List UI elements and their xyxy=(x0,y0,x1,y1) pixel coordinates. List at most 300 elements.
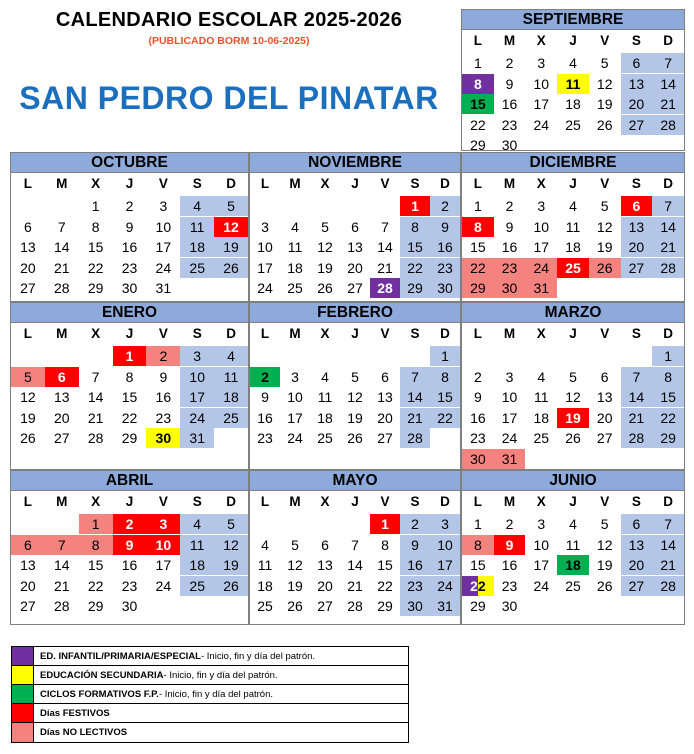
day-cell: 20 xyxy=(53,409,70,426)
day-cell: 26 xyxy=(347,430,363,447)
day-cell: 2 xyxy=(473,368,482,385)
day-cell: 13 xyxy=(621,217,653,237)
day-cell: 15 xyxy=(430,387,460,407)
day-cell: 19 xyxy=(20,409,36,426)
day-cell: 9 xyxy=(400,535,430,555)
legend-title: Días FESTIVOS xyxy=(40,707,110,719)
day-cell: 1 xyxy=(430,346,460,366)
day-cell: 15 xyxy=(121,389,138,406)
day-cell: 13 xyxy=(621,535,653,555)
day-cell: 15 xyxy=(470,239,486,256)
month-octubre xyxy=(10,152,249,302)
day-cell: 21 xyxy=(400,408,430,428)
weekday-header: M xyxy=(503,33,516,48)
weekday-header: X xyxy=(91,494,101,509)
day-cell: 19 xyxy=(596,239,613,256)
day-cell: 16 xyxy=(400,555,430,575)
day-cell: 23 xyxy=(400,576,430,596)
day-cell: 20 xyxy=(621,237,653,257)
day-cell: 10 xyxy=(287,389,303,406)
day-cell: 27 xyxy=(596,430,613,447)
day-cell: 4 xyxy=(261,536,269,553)
day-cell: 7 xyxy=(57,218,66,235)
day-cell: 4 xyxy=(291,218,299,235)
day-cell: 15 xyxy=(87,557,104,574)
day-cell: 19 xyxy=(596,557,613,574)
publication-note: (PUBLICADO BORM 10-06-2025) xyxy=(148,35,310,47)
day-cell: 4 xyxy=(569,516,577,532)
month-name: FEBRERO xyxy=(250,303,460,323)
legend-title: EDUCACIÓN SECUNDARIA xyxy=(40,669,164,681)
day-cell: 8 xyxy=(381,536,389,553)
day-cell: 24 xyxy=(525,258,557,278)
weekday-header: S xyxy=(410,176,420,191)
day-cell: 8 xyxy=(652,367,684,387)
day-cell: 17 xyxy=(155,557,172,574)
day-cell: 15 xyxy=(377,557,393,574)
weekday-header: J xyxy=(351,494,359,509)
day-cell: 22 xyxy=(462,258,494,278)
day-cell: 8 xyxy=(125,368,134,385)
day-cell: 3 xyxy=(180,346,214,366)
weekday-header: M xyxy=(503,176,516,191)
weekday-header: J xyxy=(569,494,577,509)
day-cell: 26 xyxy=(596,577,613,594)
weekday-header: X xyxy=(536,326,546,341)
day-cell: 19 xyxy=(214,237,248,257)
day-cell: 14 xyxy=(652,217,684,237)
day-cell: 7 xyxy=(45,535,79,555)
day-cell: 20 xyxy=(621,555,653,575)
weekday-header: D xyxy=(663,176,673,191)
day-cell: 28 xyxy=(370,278,400,298)
month-mayo xyxy=(249,470,461,625)
weekday-header: M xyxy=(56,494,68,509)
weekday-header: S xyxy=(631,176,641,191)
day-cell: 15 xyxy=(470,557,486,574)
day-cell: 25 xyxy=(533,430,550,447)
day-cell: 14 xyxy=(53,557,70,574)
day-cell: 7 xyxy=(652,53,684,73)
day-cell: 26 xyxy=(287,598,303,615)
day-cell: 22 xyxy=(470,116,486,133)
day-cell: 2 2 xyxy=(462,576,494,596)
day-cell: 12 xyxy=(317,239,333,256)
day-cell: 16 xyxy=(501,96,518,113)
day-cell: 18 xyxy=(180,555,214,575)
weekday-header: M xyxy=(289,494,301,509)
day-cell: 27 xyxy=(621,258,653,278)
day-cell: 15 xyxy=(462,94,494,114)
month-name: MAYO xyxy=(250,471,460,491)
day-cell: 1 xyxy=(79,514,113,534)
day-cell: 26 xyxy=(589,258,621,278)
day-cell: 18 xyxy=(565,239,581,256)
weekday-header: J xyxy=(125,176,134,191)
day-cell: 19 xyxy=(347,409,363,426)
day-cell: 5 xyxy=(214,514,248,534)
day-cell: 11 xyxy=(565,536,581,553)
day-cell: 6 xyxy=(621,514,653,534)
day-cell: 3 xyxy=(261,218,269,235)
town-name: SAN PEDRO DEL PINATAR xyxy=(19,80,439,116)
day-cell: 9 xyxy=(505,75,514,92)
day-cell: 5 xyxy=(214,196,248,216)
legend xyxy=(11,646,409,743)
legend-swatch-fp xyxy=(12,685,34,703)
day-cell: 24 xyxy=(533,116,550,133)
day-cell: 17 xyxy=(287,409,303,426)
day-cell: 19 xyxy=(596,96,613,113)
day-cell: 16 xyxy=(501,557,518,574)
day-cell: 16 xyxy=(470,409,486,426)
weekday-header: M xyxy=(503,326,516,341)
weekday-header: S xyxy=(631,494,641,509)
day-cell: 3 xyxy=(146,514,180,534)
day-cell: 31 xyxy=(525,278,557,298)
day-cell: 23 xyxy=(501,577,518,594)
day-cell: 17 xyxy=(533,239,550,256)
weekday-header: M xyxy=(289,176,301,191)
legend-row-infantil xyxy=(12,647,408,666)
day-cell: 28 xyxy=(53,598,70,615)
day-cell: 3 xyxy=(537,55,546,71)
day-cell: 13 xyxy=(317,557,333,574)
weekday-header: V xyxy=(600,326,610,341)
day-cell: 10 xyxy=(146,535,180,555)
day-cell: 8 xyxy=(400,217,430,237)
weekday-header: D xyxy=(226,326,236,341)
weekday-header: S xyxy=(192,176,202,191)
day-cell: 14 xyxy=(400,387,430,407)
day-cell: 4 xyxy=(180,196,214,216)
day-cell: 12 xyxy=(596,75,613,92)
day-cell: 18 xyxy=(557,555,589,575)
weekday-header: L xyxy=(23,494,33,509)
day-cell: 10 xyxy=(155,218,172,235)
weekday-header: D xyxy=(440,176,450,191)
day-cell: 7 xyxy=(351,536,359,553)
day-cell: 20 xyxy=(20,259,36,276)
day-cell: 29 xyxy=(377,598,393,615)
day-cell: 2 xyxy=(113,514,147,534)
month-febrero xyxy=(249,302,461,470)
weekday-header: V xyxy=(380,326,390,341)
day-cell: 23 xyxy=(501,116,518,133)
day-cell: 9 xyxy=(125,218,134,235)
day-cell: 29 xyxy=(462,278,494,298)
day-cell: 28 xyxy=(652,115,684,135)
day-cell: 15 xyxy=(652,387,684,407)
day-cell: 16 xyxy=(121,239,138,256)
day-cell: 13 xyxy=(53,389,70,406)
day-cell: 11 xyxy=(180,217,214,237)
day-cell: 2 xyxy=(430,196,460,216)
weekday-header: M xyxy=(56,176,68,191)
day-cell: 27 xyxy=(20,280,36,297)
day-cell: 30 xyxy=(462,449,494,469)
day-cell: 3 xyxy=(291,368,299,385)
day-cell: 27 xyxy=(20,598,36,615)
day-cell: 26 xyxy=(317,280,333,297)
day-cell: 28 xyxy=(53,280,70,297)
day-cell: 28 xyxy=(87,430,104,447)
day-cell: 29 xyxy=(470,598,486,615)
day-cell: 22 xyxy=(87,259,104,276)
day-cell: 25 xyxy=(287,280,303,297)
day-cell: 3 xyxy=(430,514,460,534)
day-cell: 15 xyxy=(400,237,430,257)
day-cell: 11 xyxy=(557,74,589,94)
day-cell: 9 xyxy=(261,389,269,406)
day-cell: 6 xyxy=(45,367,79,387)
month-enero xyxy=(10,302,249,470)
day-cell: 29 xyxy=(87,280,104,297)
weekday-header: J xyxy=(125,326,134,341)
day-cell: 10 xyxy=(533,536,550,553)
day-cell: 25 xyxy=(557,258,589,278)
weekday-header: M xyxy=(503,494,516,509)
legend-row-fp xyxy=(12,685,408,704)
day-cell: 13 xyxy=(377,389,393,406)
day-cell: 23 xyxy=(257,430,273,447)
weekday-header: L xyxy=(473,326,482,341)
day-cell: 28 xyxy=(652,576,684,596)
weekday-header: X xyxy=(91,326,101,341)
weekday-header: V xyxy=(600,176,610,191)
day-cell: 27 xyxy=(621,115,653,135)
weekday-header: X xyxy=(320,326,330,341)
day-cell: 11 xyxy=(257,557,273,574)
weekday-header: M xyxy=(289,326,301,341)
day-cell: 3 xyxy=(159,198,168,214)
legend-swatch-secundaria xyxy=(12,666,34,684)
day-cell: 30 xyxy=(400,596,430,616)
weekday-header: S xyxy=(192,494,202,509)
day-cell: 19 xyxy=(214,555,248,575)
weekday-header: D xyxy=(663,494,673,509)
weekday-header: L xyxy=(23,326,33,341)
day-cell: 23 xyxy=(470,430,486,447)
day-cell: 22 xyxy=(652,408,684,428)
day-cell: 2 xyxy=(505,198,514,214)
day-cell: 7 xyxy=(652,196,684,216)
weekday-header: M xyxy=(56,326,68,341)
legend-title: Días NO LECTIVOS xyxy=(40,727,128,738)
day-cell: 24 xyxy=(287,430,303,447)
month-name: ABRIL xyxy=(11,471,248,491)
month-name: NOVIEMBRE xyxy=(250,153,460,173)
day-cell: 28 xyxy=(652,258,684,278)
weekday-header: V xyxy=(158,494,168,509)
day-cell: 29 xyxy=(400,278,430,298)
day-cell: 12 xyxy=(214,535,248,555)
day-cell: 26 xyxy=(20,430,36,447)
month-name: MARZO xyxy=(462,303,684,323)
day-cell: 2 xyxy=(505,516,514,532)
day-cell: 29 xyxy=(87,598,104,615)
day-cell: 10 xyxy=(533,218,550,235)
day-cell: 29 xyxy=(652,428,684,448)
legend-swatch-no-lectivos xyxy=(12,723,34,742)
weekday-header: L xyxy=(260,176,270,191)
day-cell: 10 xyxy=(430,535,460,555)
day-cell: 7 xyxy=(381,218,389,235)
day-cell: 11 xyxy=(317,389,333,406)
day-cell: 23 xyxy=(155,409,172,426)
day-cell: 17 xyxy=(533,557,550,574)
day-cell: 21 xyxy=(53,577,70,594)
day-cell: 13 xyxy=(20,557,36,574)
day-cell: 28 xyxy=(400,428,430,448)
day-cell: 6 xyxy=(600,368,609,385)
day-cell: 8 xyxy=(462,74,494,94)
day-cell: 14 xyxy=(621,387,653,407)
weekday-header: L xyxy=(23,176,33,191)
month-name: ENERO xyxy=(11,303,248,323)
day-cell: 16 xyxy=(257,409,273,426)
day-cell: 2 xyxy=(505,55,514,71)
day-cell: 23 xyxy=(121,259,138,276)
legend-swatch-festivos xyxy=(12,704,34,722)
day-cell: 8 xyxy=(462,535,494,555)
day-cell: 9 xyxy=(159,368,168,385)
day-cell: 24 xyxy=(180,408,214,428)
weekday-header: L xyxy=(473,494,482,509)
day-cell: 26 xyxy=(214,576,248,596)
day-cell: 3 xyxy=(505,368,514,385)
weekday-header: J xyxy=(569,326,577,341)
legend-desc: - Inicio, fin y día del patrón. xyxy=(163,669,278,681)
day-cell: 25 xyxy=(180,576,214,596)
weekday-header: D xyxy=(663,33,673,48)
day-cell: 27 xyxy=(53,430,70,447)
day-cell: 18 xyxy=(317,409,333,426)
weekday-header: J xyxy=(125,494,134,509)
weekday-header: J xyxy=(351,326,359,341)
day-cell: 5 xyxy=(321,218,329,235)
weekday-header: J xyxy=(569,176,577,191)
day-cell: 24 xyxy=(533,577,550,594)
day-cell: 17 xyxy=(501,409,518,426)
day-cell: 31 xyxy=(155,280,172,297)
day-cell: 19 xyxy=(557,408,589,428)
day-cell: 20 xyxy=(377,409,393,426)
day-cell: 7 xyxy=(621,367,653,387)
day-cell: 30 xyxy=(121,280,138,297)
day-cell: 1 xyxy=(91,198,100,214)
weekday-header: L xyxy=(473,176,482,191)
day-cell: 7 xyxy=(91,368,100,385)
day-cell: 9 xyxy=(505,218,514,235)
weekday-header: X xyxy=(320,176,330,191)
day-cell: 11 xyxy=(214,367,248,387)
day-cell: 21 xyxy=(652,237,684,257)
day-cell: 5 xyxy=(11,367,45,387)
day-cell: 14 xyxy=(87,389,104,406)
day-cell: 13 xyxy=(20,239,36,256)
day-cell: 10 xyxy=(180,367,214,387)
day-cell: 24 xyxy=(155,577,172,594)
day-cell: 24 xyxy=(501,430,518,447)
day-cell: 4 xyxy=(180,514,214,534)
day-cell: 20 xyxy=(596,409,613,426)
day-cell: 6 xyxy=(381,368,389,385)
day-cell: 1 xyxy=(652,346,684,366)
legend-desc: - Inicio, fin y día del patrón. xyxy=(158,688,273,700)
day-cell: 18 xyxy=(565,96,581,113)
day-cell: 17 xyxy=(257,259,273,276)
weekday-header: V xyxy=(380,494,390,509)
day-cell: 20 xyxy=(317,577,333,594)
day-cell: 30 xyxy=(430,278,460,298)
day-cell: 25 xyxy=(257,598,273,615)
day-cell: 30 xyxy=(146,428,180,448)
weekday-header: D xyxy=(226,176,236,191)
day-cell: 17 xyxy=(430,555,460,575)
day-cell: 2 xyxy=(400,514,430,534)
day-cell: 6 xyxy=(621,196,653,216)
day-cell: 29 xyxy=(121,430,138,447)
month-diciembre xyxy=(461,152,685,302)
weekday-header: X xyxy=(536,494,546,509)
day-cell: 4 xyxy=(321,368,329,385)
weekday-header: S xyxy=(410,494,420,509)
weekday-header: S xyxy=(631,326,641,341)
weekday-header: D xyxy=(226,494,236,509)
day-cell: 21 xyxy=(377,259,393,276)
day-cell: 29 xyxy=(470,137,486,151)
weekday-header: L xyxy=(473,33,482,48)
day-cell: 27 xyxy=(377,430,393,447)
day-cell: 6 xyxy=(24,218,32,235)
day-cell: 21 xyxy=(621,408,653,428)
month-septiembre xyxy=(461,9,685,151)
day-cell: 19 xyxy=(317,259,333,276)
day-cell: 1 xyxy=(113,346,147,366)
day-cell: 12 xyxy=(287,557,303,574)
day-cell: 30 xyxy=(121,598,138,615)
calendar-title: CALENDARIO ESCOLAR 2025-2026 xyxy=(55,9,403,31)
day-cell: 20 xyxy=(20,577,36,594)
day-cell: 2 xyxy=(250,367,280,387)
day-cell: 10 xyxy=(533,75,550,92)
weekday-header: V xyxy=(600,33,610,48)
day-cell: 25 xyxy=(317,430,333,447)
weekday-header: X xyxy=(91,176,101,191)
month-marzo xyxy=(461,302,685,470)
weekday-header: X xyxy=(536,176,546,191)
day-cell: 2 xyxy=(146,346,180,366)
day-cell: 12 xyxy=(596,536,613,553)
day-cell: 18 xyxy=(180,237,214,257)
day-cell: 21 xyxy=(652,94,684,114)
day-cell: 6 xyxy=(11,535,45,555)
weekday-header: V xyxy=(380,176,390,191)
weekday-header: V xyxy=(158,176,168,191)
day-cell: 22 xyxy=(377,577,393,594)
day-cell: 11 xyxy=(565,218,581,235)
legend-row-secundaria xyxy=(12,666,408,685)
day-cell: 12 xyxy=(596,218,613,235)
day-cell: 23 xyxy=(430,258,460,278)
day-cell: 11 xyxy=(180,535,214,555)
day-cell: 11 xyxy=(287,239,303,256)
day-cell: 24 xyxy=(257,280,273,297)
weekday-header: S xyxy=(631,33,641,48)
legend-swatch-infantil xyxy=(12,647,34,665)
day-cell: 26 xyxy=(596,116,613,133)
